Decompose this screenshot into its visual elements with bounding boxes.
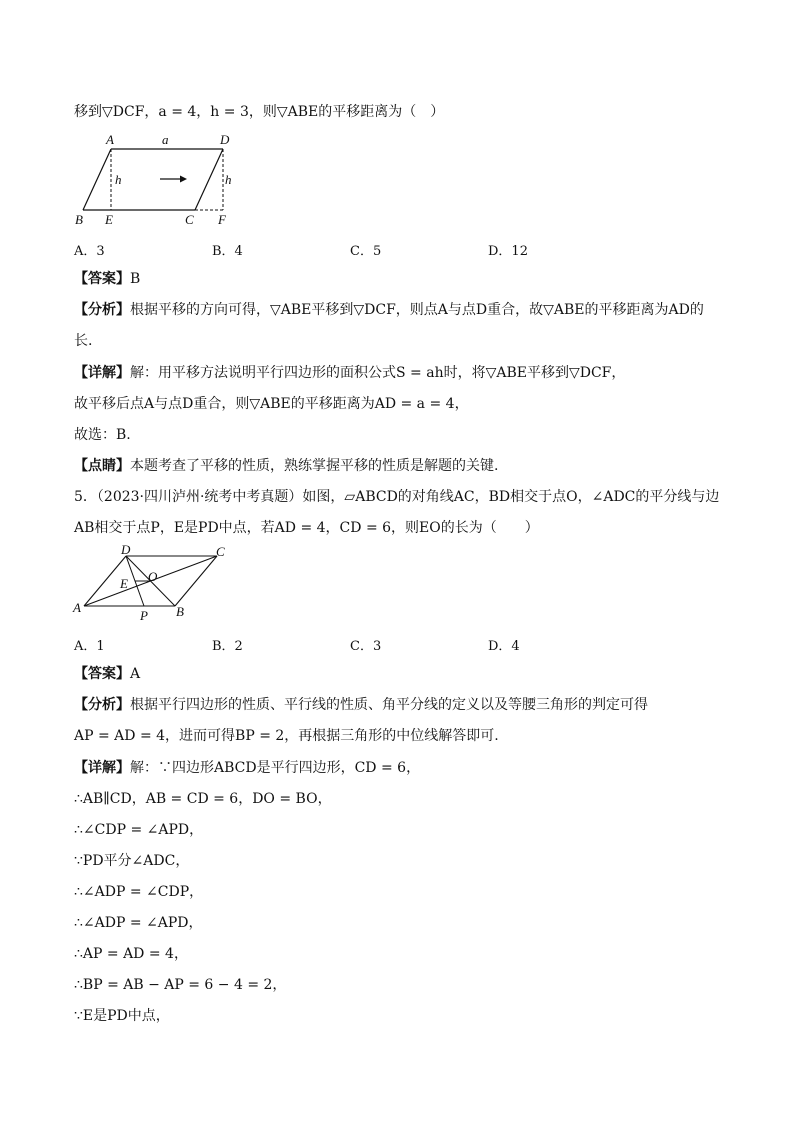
comment-text: 本题考查了平移的性质，熟练掌握平移的性质是解题的关键. [130, 458, 499, 474]
q5-detail-line4: ∵PD平分∠ADC， [74, 853, 190, 869]
q5-analysis-line2: AP = AD = 4，进而可得BP = 2，再根据三角形的中位线解答即可. [74, 728, 499, 744]
q5-detail-line2: ∴AB∥CD，AB = CD = 6，DO = BO， [74, 791, 332, 807]
q5-stem-line1: 5．（2023·四川泸州·统考中考真题）如图，▱ABCD的对角线AC，BD相交于点O，∠ADC的平分线与边 [74, 489, 720, 505]
q5-option-d: D．4 [488, 639, 520, 654]
q5-answer [74, 665, 140, 683]
label-A: A [106, 132, 114, 147]
detail-line1: 解：∵四边形ABCD是平行四边形，CD = 6， [130, 760, 421, 776]
q5-detail-line5: ∴∠ADP = ∠CDP， [74, 884, 204, 900]
q5-option-c: C．3 [350, 639, 382, 654]
q5-detail-line7: ∴AP = AD = 4， [74, 946, 188, 962]
q5-detail-line6: ∴∠ADP = ∠APD， [74, 915, 203, 931]
q4-detail-line2: 故平移后点A与点D重合，则▽ABE的平移距离为AD = a = 4， [74, 396, 469, 412]
detail-line1: 解：用平移方法说明平行四边形的面积公式S = ah时，将▽ABE平移到▽DCF， [130, 365, 626, 381]
detail-tag: 【详解】 [74, 365, 130, 381]
analysis-tag: 【分析】 [74, 697, 130, 713]
q4-answer [74, 270, 140, 288]
figure-translation [70, 128, 250, 228]
label-h-right: h [225, 172, 232, 187]
answer-text: A [130, 666, 141, 682]
q5-detail-line3: ∴∠CDP = ∠APD， [74, 822, 204, 838]
q4-detail [74, 364, 625, 382]
label-A: A [73, 600, 81, 615]
label-F: F [218, 212, 226, 227]
figure-parallelogram [70, 544, 240, 624]
comment-tag: 【点睛】 [74, 458, 130, 474]
q4-option-c: C．5 [350, 244, 382, 259]
answer-tag: 【答案】 [74, 666, 130, 682]
q4-option-b: B．4 [212, 244, 243, 259]
label-D: D [220, 132, 230, 147]
label-B: B [176, 604, 184, 619]
q4-detail-line3: 故选：B. [74, 427, 131, 443]
label-D: D [121, 544, 131, 557]
q5-option-a: A．1 [74, 639, 105, 654]
detail-tag: 【详解】 [74, 760, 130, 776]
analysis-line1: 根据平移的方向可得，▽ABE平移到▽DCF，则点A与点D重合，故▽ABE的平移距离为AD的 [130, 302, 704, 318]
label-a: a [162, 132, 169, 147]
q4-option-a: A．3 [74, 244, 105, 259]
label-P: P [140, 608, 148, 623]
q4-stem: 移到▽DCF，a = 4，h = 3，则▽ABE的平移距离为（ ） [74, 104, 445, 120]
label-B: B [75, 212, 83, 227]
q5-detail-line9: ∵E是PD中点， [74, 1008, 170, 1024]
q5-stem-line2: AB相交于点P，E是PD中点，若AD = 4，CD = 6，则EO的长为（ ） [74, 520, 539, 536]
q4-analysis [74, 301, 704, 319]
q4-analysis-line2: 长. [74, 333, 93, 349]
answer-text: B [130, 271, 141, 287]
q4-option-d: D．12 [488, 244, 528, 259]
answer-tag: 【答案】 [74, 271, 130, 287]
label-h-left: h [115, 172, 122, 187]
label-E: E [120, 576, 128, 591]
label-C: C [216, 544, 225, 559]
q5-detail [74, 759, 420, 777]
label-E: E [105, 212, 113, 227]
q5-detail-line8: ∴BP = AB − AP = 6 − 4 = 2， [74, 977, 287, 993]
q5-analysis [74, 696, 648, 714]
label-O: O [148, 569, 158, 584]
label-C: C [185, 212, 194, 227]
q5-option-b: B．2 [212, 639, 243, 654]
analysis-tag: 【分析】 [74, 302, 130, 318]
analysis-line1: 根据平行四边形的性质、平行线的性质、角平分线的定义以及等腰三角形的判定可得 [130, 697, 648, 713]
q4-comment [74, 457, 498, 475]
